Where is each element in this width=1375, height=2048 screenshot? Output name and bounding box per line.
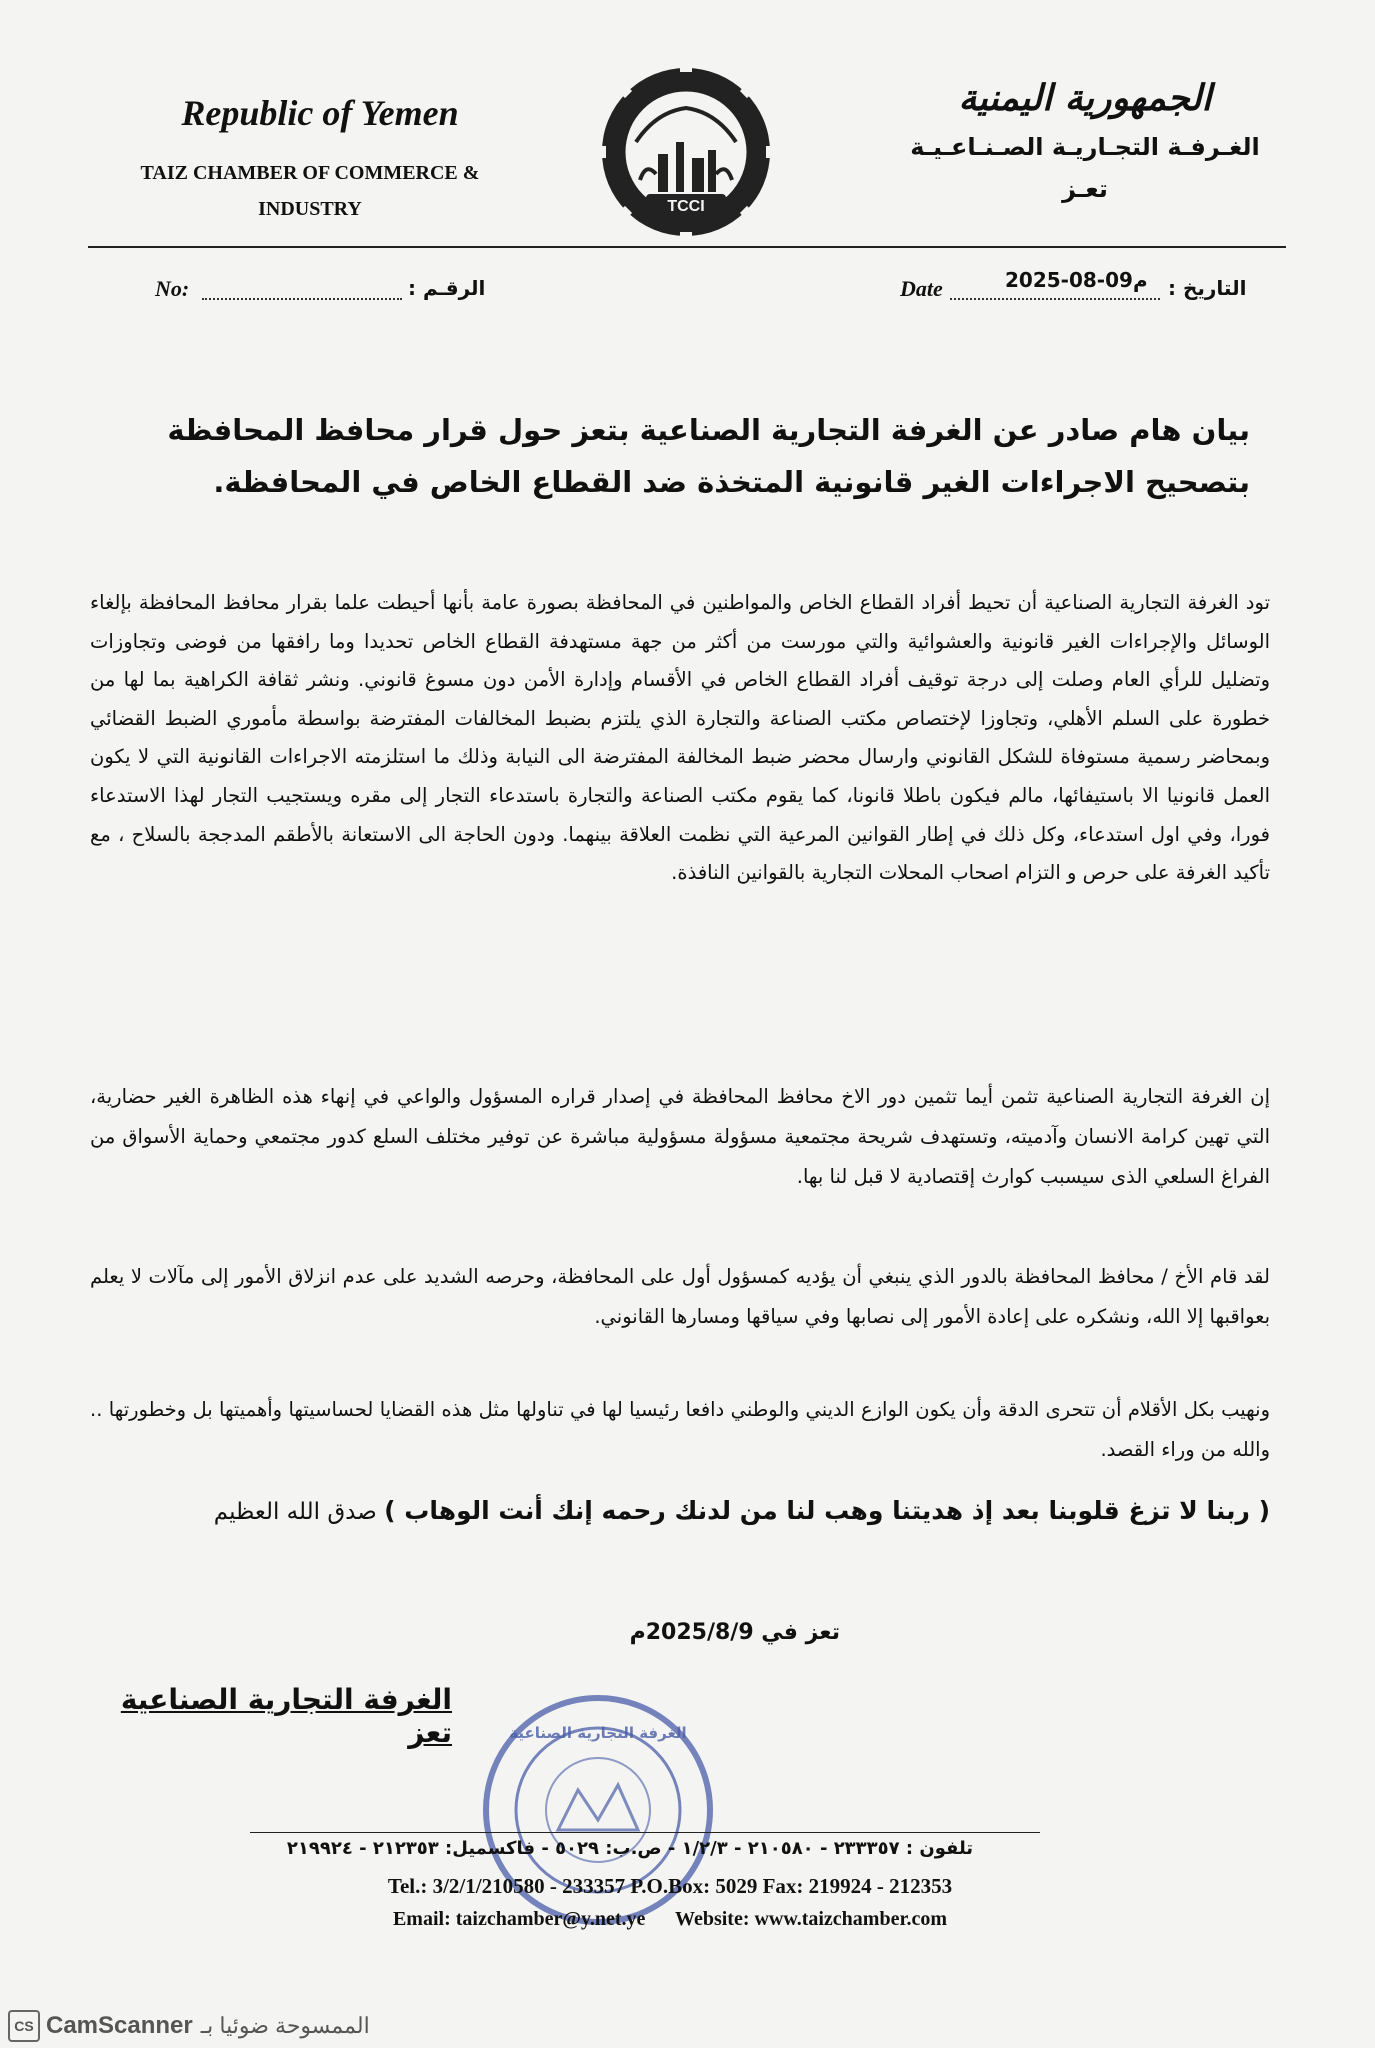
camscanner-watermark bbox=[8, 2010, 370, 2042]
stamp-text: الغرفة التجارية الصناعية bbox=[509, 1724, 687, 1742]
chamber-logo bbox=[596, 62, 776, 242]
headline-line-1: بيان هام صادر عن الغرفة التجارية الصناعية بتعز حول قرار محافظ المحافظة bbox=[167, 413, 1250, 447]
website-label: Website: bbox=[675, 1908, 750, 1930]
letterhead-en-org bbox=[110, 155, 510, 227]
signatory: الغرفة التجارية الصناعية تعز bbox=[120, 1683, 452, 1749]
camscanner-name: CamScanner bbox=[46, 2012, 193, 2039]
ref-no-label: No: bbox=[155, 276, 190, 301]
email-value: taizchamber@y.net.ye bbox=[455, 1908, 646, 1930]
statement-headline bbox=[150, 404, 1250, 508]
body-paragraph-1: تود الغرفة التجارية الصناعية أن تحيط أفراد القطاع الخاص والمواطنين في المحافظة بصورة عامة بأنها أحيطت علما بقرار محافظ المحافظة بإلغاء الوسائل والإجراءات الغير قانونية والعشوائية والتي مورست من أكثر من جهة مستهدفة القطاع الخاص تحديدا وما رافقها من فوضى وتجاوزات وتضليل للرأي العام وصلت إلى درجة توقيف أفراد القطاع الخاص في الأقسام وإدارة الأمن دون مسوغ قانوني. ونشر ثقافة الكراهية بما لها من خطورة على السلم الأهلي، وتجاوزا لإختصاص مكتب الصناعة والتجارة الذي يلتزم بضبط المخالفات المفترضة بواسطة مأموري الضبط القضائي وبمحاضر رسمية مستوفاة للشكل القانوني وارسال محضر ضبط المخالفة المفترضة الى النيابة وذلك ما استلزمته الاجراءات القانونية التي لا يكون العمل قانونيا الا باستيفائها، مالم فيكون باطلا قانونا، كما يقوم مكتب الصناعة والتجارة باستدعاء التجار إلى مقره ويستجيب التجار لهذا الاستدعاء فورا، وفي اول استدعاء، وكل ذلك في إطار القوانين المرعية التي نظمت العلاقة بينهما. ودون الحاجة الى الاستعانة بالأطقم المدججة بالسلاح ، مع تأكيد الغرفة على حرص و التزام اصحاب المحلات التجارية بالقوانين النافذة. bbox=[90, 591, 1270, 885]
date-label: Date bbox=[900, 276, 943, 301]
letterhead-ar bbox=[900, 78, 1270, 203]
logo-text: TCCI bbox=[667, 198, 705, 215]
letterhead-ar-org: الغـرفـة التجـاريـة الصـنـاعـيـة bbox=[910, 133, 1260, 161]
ref-no-line bbox=[202, 298, 402, 300]
date-line bbox=[950, 298, 1160, 300]
footer-web bbox=[240, 1908, 1100, 1931]
verse-tail: صدق الله العظيم bbox=[213, 1499, 377, 1525]
footer-rule bbox=[250, 1832, 1040, 1833]
body-paragraph-3: لقد قام الأخ / محافظ المحافظة بالدور الذي ينبغي أن يؤديه كمسؤول أول على المحافظة، وحرصه الشديد على عدم انزلاق الأمور إلى مآلات لا يعلم بعواقبها إلا الله، ونشكره على إعادة الأمور إلى نصابها وفي سياقها ومسارها القانوني. bbox=[90, 1265, 1270, 1328]
footer-ar-contacts: تلفون : ٢٣٣٣٥٧ - ٢١٠٥٨٠ - ١/٢/٣ - ص.ب: ٥٠٢٩ - فاكسميل: ٢١٢٣٥٣ - ٢١٩٩٢٤ bbox=[286, 1838, 974, 1859]
header-rule-top bbox=[88, 246, 1286, 248]
email-label: Email: bbox=[392, 1908, 451, 1930]
quran-verse bbox=[200, 1496, 1270, 1525]
date-value: 2025-08-09م bbox=[1005, 268, 1148, 292]
verse-text: ( ربنا لا تزغ قلوبنا بعد إذ هديتنا وهب لنا من لدنك رحمه إنك أنت الوهاب ) bbox=[384, 1496, 1270, 1525]
camscanner-icon: CS bbox=[8, 2010, 40, 2042]
letterhead-ar-city: تعـز bbox=[1062, 175, 1108, 203]
date-label-ar: التاريخ : bbox=[1168, 276, 1247, 300]
place-date: تعز في 2025/8/9م bbox=[629, 1620, 840, 1645]
letterhead-ar-title: الجمهورية اليمنية bbox=[958, 78, 1212, 119]
body-paragraph-4: ونهيب بكل الأقلام أن تتحرى الدقة وأن يكون الوازع الديني والوطني دافعا رئيسيا لها في تناولها مثل هذه القضايا لحساسيتها وأهميتها بل وخطورتها .. والله من وراء القصد. bbox=[90, 1398, 1270, 1461]
footer-en-contacts: Tel.: 3/2/1/210580 - 233357 P.O.Box: 5029 Fax: 219924 - 212353 bbox=[387, 1874, 953, 1898]
letterhead-en-org-line1: TAIZ CHAMBER OF COMMERCE & bbox=[140, 162, 480, 184]
ref-label-ar: الرقـم : bbox=[408, 276, 486, 300]
headline-line-2: بتصحيح الاجراءات الغير قانونية المتخذة ضد القطاع الخاص في المحافظة. bbox=[213, 465, 1250, 499]
camscanner-ar: الممسوحة ضوئيا بـ bbox=[200, 2013, 370, 2038]
letterhead-en-org-line2: INDUSTRY bbox=[258, 198, 362, 220]
website-value: www.taizchamber.com bbox=[754, 1908, 948, 1930]
body-paragraph-2: إن الغرفة التجارية الصناعية تثمن أيما تثمين دور الاخ محافظ المحافظة في إصدار قراره المسؤول والواعي في إنهاء هذه الظاهرة الغير حضارية، التي تهين كرامة الانسان وآدميته، وتستهدف شريحة مجتمعية مسؤولة مسؤولية مباشرة عن توفير مختلف السلع كدور مجتمعي وحماية الأسواق من الفراغ السلعي الذى سيسبب كوارث إقتصادية لا قبل لنا بها. bbox=[90, 1085, 1270, 1188]
letterhead-en-title: Republic of Yemen bbox=[181, 93, 459, 133]
